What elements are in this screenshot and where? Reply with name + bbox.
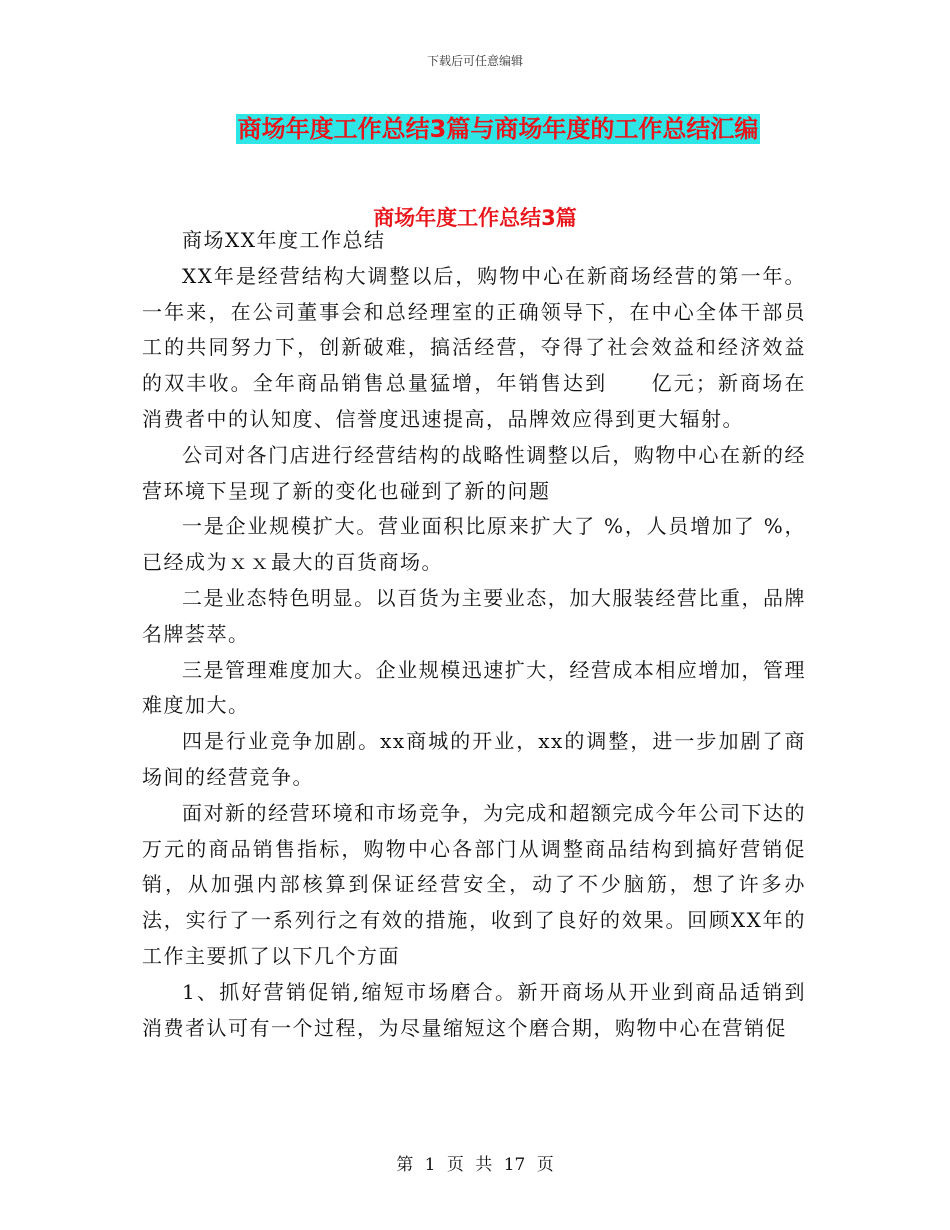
paragraph: 一是企业规模扩大。营业面积比原来扩大了 %，人员增加了 %，已经成为ｘｘ最大的百货商场。 — [142, 514, 806, 575]
paragraph: 四是行业竞争加剧。xx商城的开业，xx的调整，进一步加剧了商场间的经营竞争。 — [142, 729, 806, 789]
paragraph: 三是管理难度加大。企业规模迅速扩大，经营成本相应增加，管理难度加大。 — [142, 657, 806, 718]
document-title-container — [0, 114, 950, 144]
section-title: 商场年度工作总结3篇 — [373, 206, 577, 230]
paragraph: 面对新的经营环境和市场竞争，为完成和超额完成今年公司下达的万元的商品销售指标，购物中心各部门从调整商品结构到搞好营销促销，从加强内部核算到保证经营安全，动了不少脑筋，想了许多办法，实行了一系列行之有效的措施，收到了良好的效果。回顾XX年的工作主要抓了以下几个方面 — [142, 800, 806, 968]
document-body — [142, 223, 806, 1046]
page-number-footer: 第 1 页 共 17 页 — [396, 1155, 554, 1175]
page-header-note: 下载后可任意编辑 — [426, 54, 523, 68]
paragraph: 1、抓好营销促销,缩短市场磨合。新开商场从开业到商品适销到消费者认可有一个过程，为尽量缩短这个磨合期，购物中心在营销促 — [142, 979, 806, 1040]
paragraph: 公司对各门店进行经营结构的战略性调整以后，购物中心在新的经营环境下呈现了新的变化也碰到了新的问题 — [142, 442, 806, 503]
paragraph: 二是业态特色明显。以百货为主要业态，加大服装经营比重，品牌名牌荟萃。 — [142, 585, 806, 646]
document-title: 商场年度工作总结3篇与商场年度的工作总结汇编 — [237, 115, 759, 143]
paragraph: XX年是经营结构大调整以后，购物中心在新商场经营的第一年。一年来，在公司董事会和总经理室的正确领导下，在中心全体干部员工的共同努力下，创新破难，搞活经营，夺得了社会效益和经济效益的双丰收。全年商品销售总量猛增，年销售达到 亿元；新商场在消费者中的认知度、信誉度迅速提高，品牌效应得到更大辐射。 — [142, 263, 806, 431]
paragraph: 商场XX年度工作总结 — [182, 228, 386, 252]
